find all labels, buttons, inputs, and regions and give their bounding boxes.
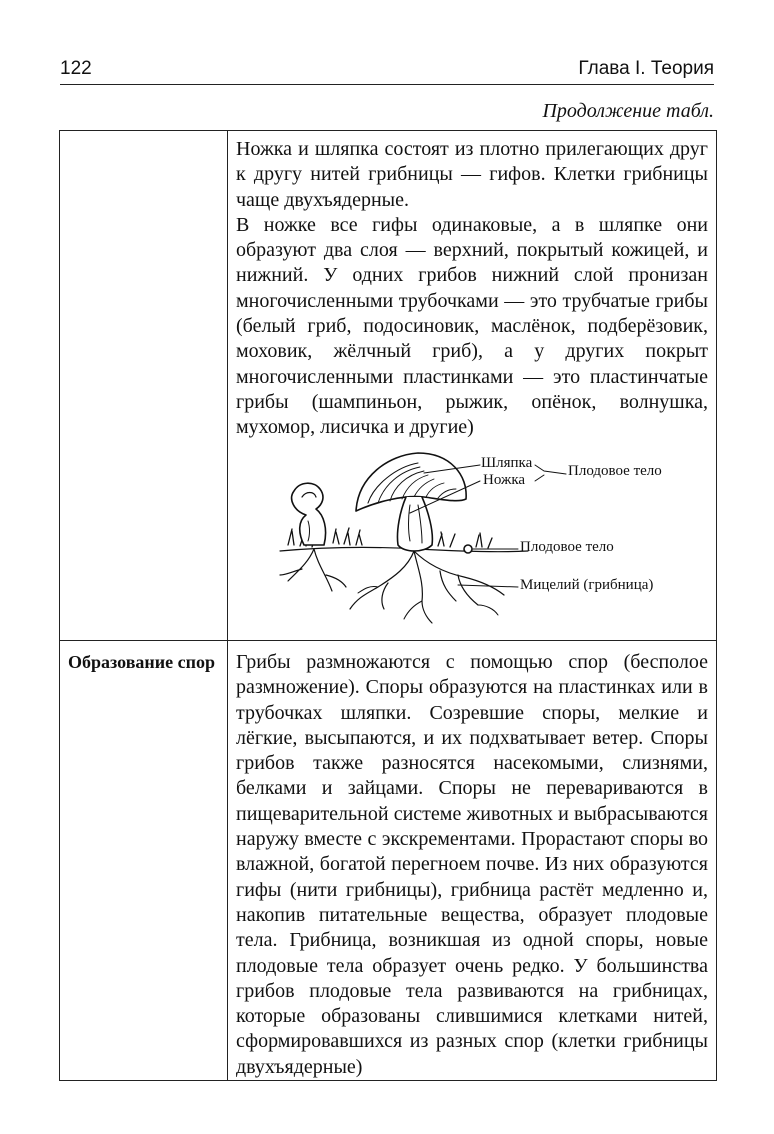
table-row [60,131,717,641]
label-mycelium: Мицелий (грибница) [520,576,654,593]
label-fruit-body-top: Плодовое тело [568,462,662,479]
description-cell [228,641,717,1081]
label-stem: Ножка [483,471,526,488]
term-label [60,131,227,140]
term-cell [60,641,228,1081]
mushroom-structure-figure [228,441,716,631]
table-continued-label: Продолжение табл. [542,100,714,122]
table-row [60,641,717,1081]
paragraph: Грибы размножаются с помощью спор (бесполое размножение). Споры образуются на пластинках или в трубочках шляпки. Созревшие споры, мелкие и лёгкие, высыпаются, и их подхватывает ветер. Споры грибов также разносятся насекомыми, слизнями, белками и зайцами. Споры не перевариваются в пищеварительной системе животных и выбрасываются наружу вместе с экскрементами. Прорастают споры во влажной, богатой перегноем почве. Из них образуются гифы (нити грибницы), грибница растёт медленно и, накопив питательные вещества, образует плодовые тела. Грибница, возникшая из одной споры, новые плодовые тела образует очень редко. У большинства грибов плодовые тела развиваются на грибницах, которые образованы слившимися клетками нитей, сформировавшихся из разных спор (клетки грибницы двухъядерные) [236,651,708,1078]
paragraph: Ножка и шляпка состоят из плотно прилегающих друг к другу нитей грибницы — гифов. Клетки грибницы чаще двухъядерные. [236,138,708,211]
content-table [59,130,717,1081]
paragraph: В ножке все гифы одинаковые, а в шляпке они образуют два слоя — верхний, покрытый кожицей, и нижний. У одних грибов нижний слой пронизан многочисленными трубочками — это трубчатые грибы (белый гриб, подосиновик, маслёнок, подберёзовик, моховик, жёлчный гриб), а у других покрыт многочисленными пластинками — это пластинчатые грибы (шампиньон, рыжик, опёнок, волнушка, мухомор, лисичка и другие) [236,213,708,439]
page-number: 122 [60,58,92,79]
description-cell [228,131,717,641]
term-label: Образование спор [68,652,216,672]
page-header [60,56,714,85]
label-fruit-body-small: Плодовое тело [520,538,614,555]
label-cap: Шляпка [481,454,533,471]
term-cell [60,131,228,641]
chapter-title: Глава I. Теория [578,58,714,79]
